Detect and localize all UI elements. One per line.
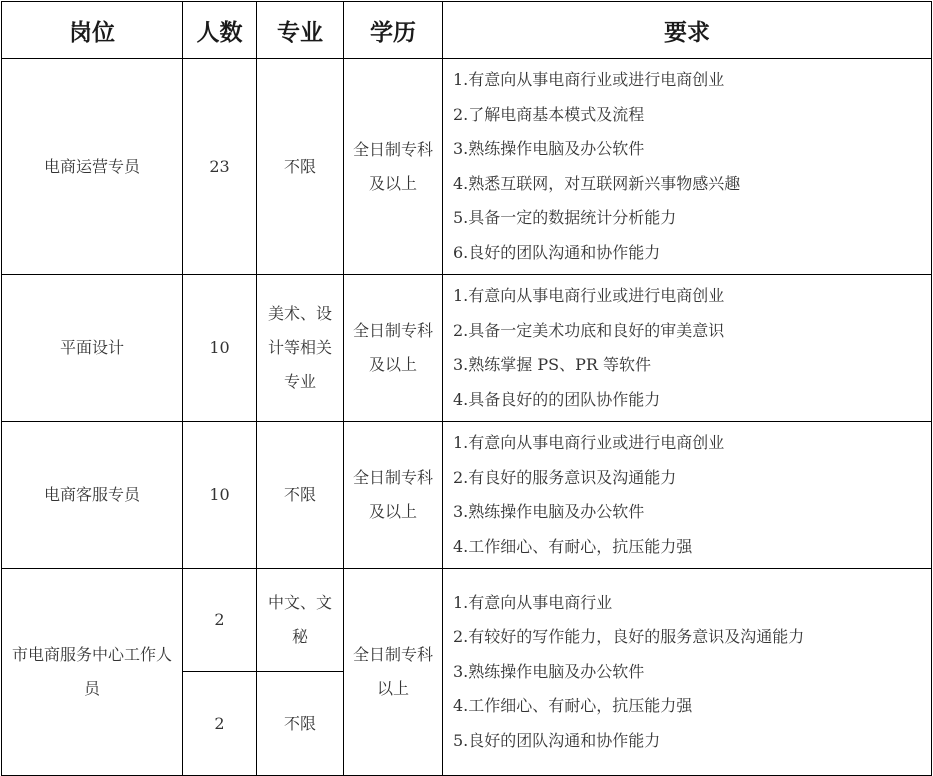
- requirement-item: 3.熟练操作电脑及办公软件: [453, 661, 645, 681]
- table-row: [2, 59, 932, 275]
- requirement-item: 5.具备一定的数据统计分析能力: [453, 208, 677, 227]
- education-text: 全日制专科及以上: [352, 139, 433, 193]
- count-cell: 10: [183, 275, 257, 422]
- requirement-item: 1.有意向从事电商行业或进行电商创业: [453, 70, 725, 89]
- major-cell: [257, 422, 344, 569]
- major-text: 不限: [283, 485, 316, 504]
- header-position: 岗位: [2, 2, 183, 59]
- education-text: 全日制专科及以上: [352, 321, 433, 374]
- requirements-cell: [443, 422, 932, 569]
- requirement-item: 2.了解电商基本模式及流程: [453, 104, 645, 124]
- education-cell: [344, 569, 443, 776]
- education-cell: [344, 59, 443, 275]
- requirement-item: 6.良好的团队沟通和协作能力: [453, 242, 661, 262]
- header-row: [2, 2, 932, 59]
- position-cell: 平面设计: [2, 275, 183, 422]
- requirement-item: 1.有意向从事电商行业: [453, 592, 613, 612]
- major-cell: [257, 59, 344, 275]
- major-cell: [257, 275, 344, 422]
- requirement-item: 3.熟练操作电脑及办公软件: [453, 502, 645, 521]
- table-row: [2, 275, 932, 422]
- requirement-item: 4.工作细心、有耐心，抗压能力强: [453, 696, 693, 716]
- position-cell: 电商客服专员: [2, 422, 183, 569]
- header-education: 学历: [344, 2, 443, 59]
- requirement-item: 4.具备良好的的团队协作能力: [453, 389, 661, 409]
- count-cell: 2: [183, 672, 257, 776]
- header-major: 专业: [257, 2, 344, 59]
- education-text: 全日制专科以上: [352, 645, 433, 698]
- major-cell: [257, 672, 344, 776]
- table-row: [2, 569, 932, 672]
- requirement-item: 2.具备一定美术功底和良好的审美意识: [453, 320, 725, 340]
- position-cell: 电商运营专员: [2, 59, 183, 275]
- requirement-item: 1.有意向从事电商行业或进行电商创业: [453, 286, 725, 305]
- header-count: 人数: [183, 2, 257, 59]
- requirement-item: 3.熟练操作电脑及办公软件: [453, 139, 645, 158]
- count-cell: 2: [183, 569, 257, 672]
- major-text: 美术、设计等相关专业: [267, 304, 332, 391]
- requirements-cell: [443, 59, 932, 275]
- education-cell: [344, 422, 443, 569]
- requirement-item: 5.良好的团队沟通和协作能力: [453, 730, 661, 750]
- table-row: [2, 422, 932, 569]
- position-cell: [2, 569, 183, 776]
- education-text: 全日制专科及以上: [352, 468, 433, 521]
- requirement-item: 4.工作细心、有耐心，抗压能力强: [453, 536, 693, 556]
- recruitment-table: [1, 1, 932, 776]
- count-cell: 23: [183, 59, 257, 275]
- position-text: 市电商服务中心工作人员: [11, 645, 172, 698]
- requirement-item: 1.有意向从事电商行业或进行电商创业: [453, 433, 725, 452]
- major-cell: [257, 569, 344, 672]
- header-requirements: 要求: [443, 2, 932, 59]
- requirements-cell: [443, 275, 932, 422]
- major-text: 不限: [283, 156, 316, 176]
- major-text: 中文、文秘: [267, 593, 332, 646]
- requirement-item: 3.熟练掌握 PS、PR 等软件: [453, 355, 651, 374]
- requirement-item: 2.有较好的写作能力，良好的服务意识及沟通能力: [453, 627, 805, 647]
- education-cell: [344, 275, 443, 422]
- count-cell: 10: [183, 422, 257, 569]
- requirements-cell: [443, 569, 932, 776]
- major-text: 不限: [283, 713, 316, 733]
- requirement-item: 2.有良好的服务意识及沟通能力: [453, 467, 677, 487]
- requirement-item: 4.熟悉互联网，对互联网新兴事物感兴趣: [453, 173, 741, 193]
